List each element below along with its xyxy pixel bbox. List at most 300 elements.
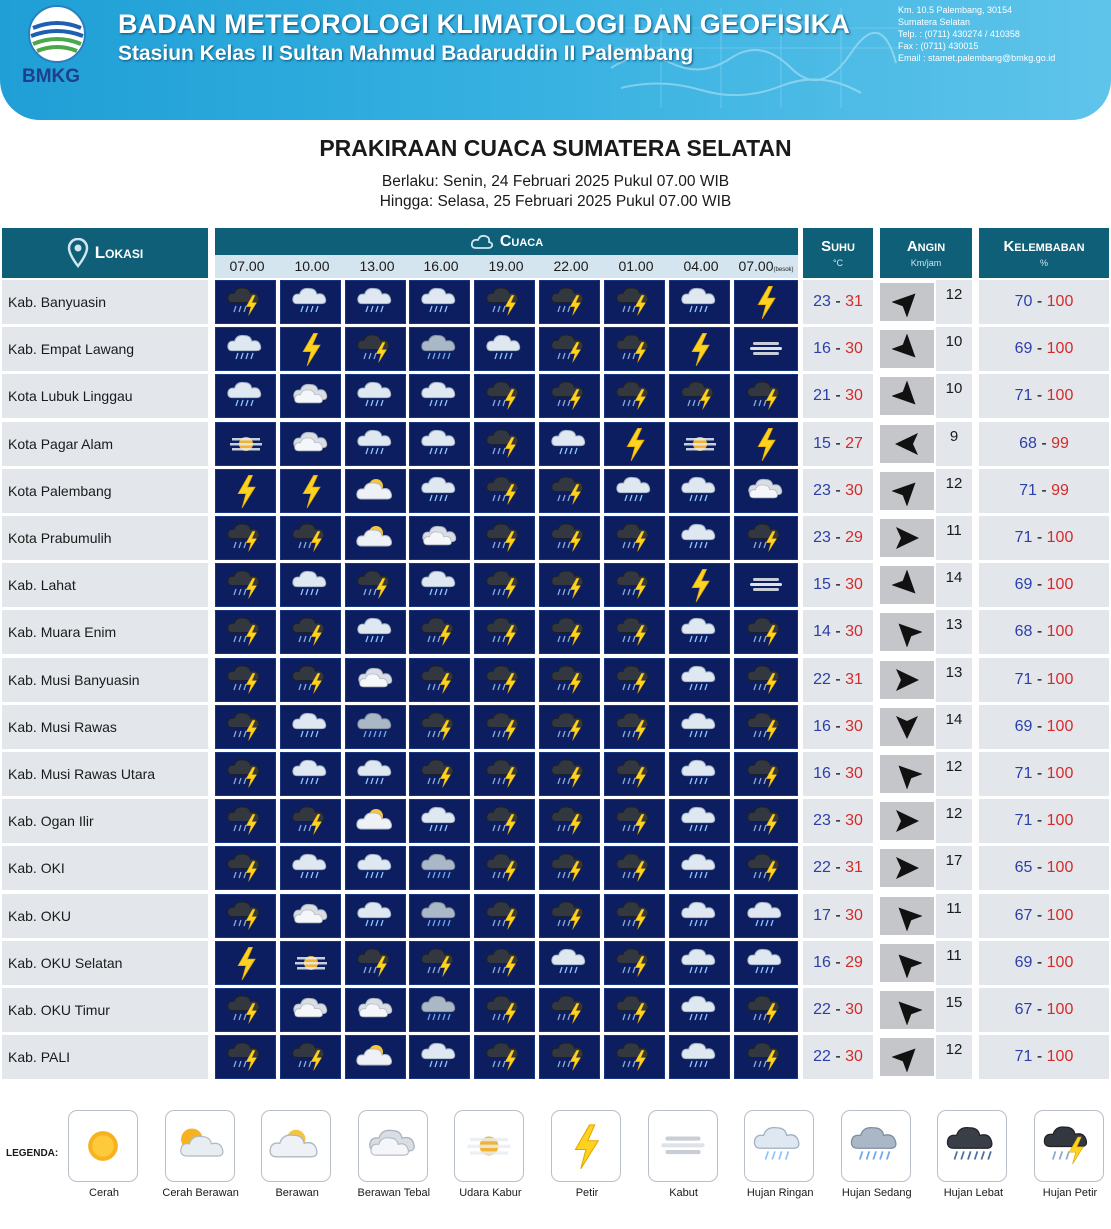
petir-icon <box>226 946 266 980</box>
weather-cell <box>280 280 341 324</box>
berawan-icon <box>356 1040 396 1074</box>
temp-min: 23 <box>813 812 831 830</box>
temperature: 22 - 30 <box>803 988 873 1032</box>
time-label: 22.00 <box>553 258 589 274</box>
kabut-icon <box>746 568 786 602</box>
hujan-sedang-icon <box>849 1119 903 1173</box>
hujan-petir-icon <box>615 804 655 838</box>
legend-icon-box <box>261 1110 331 1182</box>
temperature: 23 - 30 <box>803 799 873 843</box>
wind-direction <box>880 613 934 651</box>
hujan-petir-icon <box>420 757 460 791</box>
hujan-ringan-icon <box>485 332 525 366</box>
weather-cell <box>604 752 665 796</box>
legend-item <box>648 1110 720 1199</box>
hujan-petir-icon <box>550 521 590 555</box>
weather-cell <box>409 752 470 796</box>
wind-direction <box>880 708 934 746</box>
weather-cell <box>539 846 600 890</box>
hujan-petir-icon <box>615 851 655 885</box>
hujan-petir-icon <box>226 710 266 744</box>
temp-min: 23 <box>813 481 831 499</box>
wind-direction <box>880 1038 934 1076</box>
legend-item <box>68 1110 140 1199</box>
hujan-petir-icon <box>746 615 786 649</box>
legend-item <box>261 1110 333 1199</box>
legend-icon-box <box>744 1110 814 1182</box>
hujan-petir-icon <box>291 804 331 838</box>
legend-item-label: Hujan Petir <box>1042 1187 1098 1199</box>
petir-icon <box>615 427 655 461</box>
wind-direction <box>880 425 934 463</box>
hujan-ringan-icon <box>680 1040 720 1074</box>
humidity-max: 100 <box>1046 859 1074 877</box>
wind-direction-icon <box>892 806 922 836</box>
header-angin-unit: Km/jam <box>910 258 942 268</box>
weather-cell <box>604 705 665 749</box>
location-name: Kota Palembang <box>2 469 208 513</box>
berawan-tebal-icon <box>356 993 396 1027</box>
table-row <box>0 1035 1111 1079</box>
weather-cell <box>409 705 470 749</box>
header-suhu-unit: °C <box>832 258 844 268</box>
temperature: 15 - 27 <box>803 422 873 466</box>
hujan-sedang-icon <box>420 851 460 885</box>
weather-cell <box>539 941 600 985</box>
temperature: 16 - 30 <box>803 705 873 749</box>
hujan-petir-icon <box>550 332 590 366</box>
temp-min: 22 <box>813 1048 831 1066</box>
weather-cell <box>669 610 730 654</box>
hujan-petir-icon <box>615 568 655 602</box>
temperature: 23 - 29 <box>803 516 873 560</box>
weather-cell <box>734 752 798 796</box>
weather-cell <box>669 658 730 702</box>
table-row <box>0 327 1111 371</box>
weather-cell <box>215 799 276 843</box>
temp-max: 30 <box>845 1048 863 1066</box>
berawan-tebal-icon <box>746 474 786 508</box>
weather-cell <box>669 374 730 418</box>
hujan-petir-icon <box>485 899 525 933</box>
temp-min: 23 <box>813 529 831 546</box>
humidity-max: 100 <box>1046 387 1074 405</box>
hujan-ringan-icon <box>420 568 460 602</box>
weather-cell <box>604 610 665 654</box>
weather-cell <box>734 1035 798 1079</box>
weather-cell <box>280 374 341 418</box>
hujan-ringan-icon <box>746 899 786 933</box>
hujan-ringan-icon <box>356 427 396 461</box>
humidity: 71 - 100 <box>979 658 1109 702</box>
temp-min: 21 <box>813 387 831 405</box>
legend-item <box>551 1110 623 1199</box>
weather-cell <box>409 846 470 890</box>
humidity-min: 69 <box>1014 953 1033 971</box>
hujan-petir-icon <box>550 568 590 602</box>
weather-cell <box>215 327 276 371</box>
hujan-petir-icon <box>420 663 460 697</box>
weather-cell <box>539 422 600 466</box>
weather-cell <box>345 799 406 843</box>
hujan-petir-icon <box>485 851 525 885</box>
table-row <box>0 374 1111 418</box>
weather-cell <box>215 563 276 607</box>
temp-max: 30 <box>845 623 863 641</box>
hujan-petir-icon <box>485 568 525 602</box>
weather-cell <box>734 610 798 654</box>
weather-cell <box>345 469 406 513</box>
hujan-petir-icon <box>615 615 655 649</box>
legend-icon-box <box>68 1110 138 1182</box>
time-label: 01.00 <box>618 258 654 274</box>
weather-cell <box>734 422 798 466</box>
hujan-ringan-icon <box>615 474 655 508</box>
hujan-petir-icon <box>615 521 655 555</box>
weather-cell <box>409 941 470 985</box>
hujan-petir-icon <box>485 1040 525 1074</box>
temperature: 15 - 30 <box>803 563 873 607</box>
weather-cell <box>539 988 600 1032</box>
weather-cell <box>409 374 470 418</box>
hujan-petir-icon <box>485 615 525 649</box>
temp-min: 22 <box>813 859 831 877</box>
weather-cell <box>669 846 730 890</box>
humidity-min: 69 <box>1014 717 1033 735</box>
hujan-ringan-icon <box>291 851 331 885</box>
weather-cell <box>215 752 276 796</box>
temperature: 16 - 29 <box>803 941 873 985</box>
berawan-tebal-icon <box>291 899 331 933</box>
header-lokasi-label: Lokasi <box>94 243 144 262</box>
hujan-petir-icon <box>485 521 525 555</box>
wind-direction-icon <box>892 334 922 364</box>
berawan-icon <box>356 804 396 838</box>
table-row <box>0 469 1111 513</box>
udara-kabur-icon <box>462 1119 516 1173</box>
legend-item <box>841 1110 913 1199</box>
hujan-ringan-icon <box>680 804 720 838</box>
hujan-petir-icon <box>615 379 655 413</box>
address-line: Telp. : (0711) 430274 / 410358 <box>898 29 1020 39</box>
weather-cell <box>345 563 406 607</box>
table-row <box>0 988 1111 1032</box>
weather-cell <box>604 846 665 890</box>
weather-cell <box>409 327 470 371</box>
hujan-ringan-icon <box>680 663 720 697</box>
hujan-petir-icon <box>550 663 590 697</box>
wind-speed: 12 <box>936 280 972 324</box>
table-row <box>0 516 1111 560</box>
weather-cell <box>409 988 470 1032</box>
temp-min: 14 <box>813 623 831 641</box>
weather-cell <box>409 799 470 843</box>
weather-cell <box>474 894 535 938</box>
address-line: Km. 10.5 Palembang, 30154 <box>898 5 1013 15</box>
hujan-petir-icon <box>746 851 786 885</box>
hujan-petir-icon <box>615 946 655 980</box>
hujan-petir-icon <box>615 285 655 319</box>
weather-cell <box>669 563 730 607</box>
temp-max: 30 <box>845 576 863 594</box>
weather-cell <box>215 610 276 654</box>
petir-icon <box>746 427 786 461</box>
humidity-max: 100 <box>1046 576 1074 594</box>
hujan-petir-icon <box>615 899 655 933</box>
hujan-ringan-icon <box>680 993 720 1027</box>
weather-cell <box>280 846 341 890</box>
weather-cell <box>604 941 665 985</box>
wind-direction <box>880 897 934 935</box>
header-banner <box>0 0 1111 120</box>
humidity-max: 100 <box>1046 906 1074 924</box>
wind-direction-icon <box>892 853 922 883</box>
hujan-sedang-icon <box>420 993 460 1027</box>
weather-cell <box>474 469 535 513</box>
hujan-petir-icon <box>226 757 266 791</box>
weather-cell <box>539 894 600 938</box>
wind-direction <box>880 755 934 793</box>
hujan-petir-icon <box>550 474 590 508</box>
legend-icon-box <box>165 1110 235 1182</box>
weather-cell <box>669 799 730 843</box>
weather-cell <box>539 469 600 513</box>
time-label: 16.00 <box>423 258 459 274</box>
weather-cell <box>734 469 798 513</box>
hujan-petir-icon <box>550 285 590 319</box>
weather-cell <box>215 469 276 513</box>
weather-cell <box>409 610 470 654</box>
time-label: 07.00 <box>229 258 265 274</box>
weather-cell <box>474 658 535 702</box>
weather-cell <box>215 846 276 890</box>
hujan-petir-icon <box>226 851 266 885</box>
temp-max: 30 <box>845 765 863 782</box>
wind-direction <box>880 519 934 557</box>
temp-max: 30 <box>845 340 863 358</box>
table-row <box>0 610 1111 654</box>
weather-cell <box>669 469 730 513</box>
wind-direction-icon <box>892 523 922 553</box>
header-kelembaban-label: Kelembaban <box>1003 238 1085 255</box>
weather-cell <box>215 1035 276 1079</box>
weather-cell <box>734 799 798 843</box>
weather-cell <box>669 1035 730 1079</box>
wind-direction-icon <box>892 429 922 459</box>
kabut-icon <box>746 332 786 366</box>
hujan-ringan-icon <box>291 568 331 602</box>
hujan-ringan-icon <box>420 804 460 838</box>
hujan-petir-icon <box>746 521 786 555</box>
hujan-petir-icon <box>226 993 266 1027</box>
station-name: Stasiun Kelas II Sultan Mahmud Badaruddin II Palembang <box>118 42 694 65</box>
weather-cell <box>474 563 535 607</box>
hujan-ringan-icon <box>752 1119 806 1173</box>
berawan-icon <box>356 474 396 508</box>
table-row <box>0 846 1111 890</box>
humidity-min: 70 <box>1014 293 1033 310</box>
weather-cell <box>474 799 535 843</box>
berawan-icon <box>356 521 396 555</box>
hujan-petir-icon <box>485 379 525 413</box>
weather-cell <box>734 988 798 1032</box>
weather-cell <box>215 516 276 560</box>
temperature: 21 - 30 <box>803 374 873 418</box>
humidity-max: 99 <box>1051 481 1069 499</box>
hujan-petir-icon <box>550 615 590 649</box>
hujan-petir-icon <box>485 757 525 791</box>
legend-item <box>744 1110 816 1199</box>
hujan-sedang-icon <box>420 332 460 366</box>
petir-icon <box>559 1119 613 1173</box>
weather-cell <box>345 894 406 938</box>
weather-cell <box>215 374 276 418</box>
weather-cell <box>409 469 470 513</box>
wind-direction-icon <box>892 901 922 931</box>
humidity-max: 99 <box>1051 434 1069 452</box>
berawan-tebal-icon <box>366 1119 420 1173</box>
wind-direction-icon <box>892 287 922 317</box>
wind-speed: 12 <box>936 1035 972 1079</box>
location-name: Kab. Empat Lawang <box>2 327 208 371</box>
hujan-ringan-icon <box>356 285 396 319</box>
hujan-petir-icon <box>615 710 655 744</box>
humidity: 71 - 100 <box>979 752 1109 796</box>
humidity-max: 100 <box>1046 717 1074 735</box>
time-label: 13.00 <box>359 258 395 274</box>
legend-item-label: Petir <box>575 1187 599 1199</box>
weather-cell <box>345 327 406 371</box>
humidity-min: 68 <box>1014 623 1033 641</box>
humidity: 71 - 100 <box>979 374 1109 418</box>
weather-cell <box>474 846 535 890</box>
wind-direction-icon <box>892 570 922 600</box>
hujan-ringan-icon <box>680 474 720 508</box>
weather-cell <box>409 516 470 560</box>
wind-speed: 11 <box>936 894 972 938</box>
weather-cell <box>734 280 798 324</box>
wind-speed: 10 <box>936 374 972 418</box>
hujan-petir-icon <box>746 379 786 413</box>
org-name: BADAN METEOROLOGI KLIMATOLOGI DAN GEOFISIKA <box>118 9 851 39</box>
temp-max: 30 <box>845 812 863 830</box>
weather-cell <box>345 705 406 749</box>
weather-cell <box>215 988 276 1032</box>
hujan-petir-icon <box>226 663 266 697</box>
petir-icon <box>680 568 720 602</box>
temperature: 17 - 30 <box>803 894 873 938</box>
wind-direction <box>880 472 934 510</box>
time-label <box>729 258 803 274</box>
weather-cell <box>345 658 406 702</box>
temp-max: 31 <box>845 859 863 877</box>
location-name: Kab. PALI <box>2 1035 208 1079</box>
hujan-petir-icon <box>356 332 396 366</box>
hujan-petir-icon <box>550 804 590 838</box>
humidity-max: 100 <box>1046 1048 1074 1066</box>
wind-direction-icon <box>892 948 922 978</box>
humidity: 69 - 100 <box>979 327 1109 371</box>
weather-cell <box>539 752 600 796</box>
weather-cell <box>345 988 406 1032</box>
humidity: 68 - 99 <box>979 422 1109 466</box>
weather-cell <box>734 894 798 938</box>
humidity-min: 71 <box>1019 481 1037 499</box>
hujan-petir-icon <box>485 804 525 838</box>
location-name: Kab. Musi Rawas <box>2 705 208 749</box>
weather-cell <box>604 422 665 466</box>
weather-cell <box>474 327 535 371</box>
temp-min: 16 <box>813 953 831 971</box>
legend-item-label: Cerah <box>89 1187 119 1199</box>
humidity-min: 67 <box>1014 1001 1033 1018</box>
temperature: 16 - 30 <box>803 752 873 796</box>
weather-cell <box>474 705 535 749</box>
temperature: 23 - 30 <box>803 469 873 513</box>
time-label: 19.00 <box>488 258 524 274</box>
temp-max: 30 <box>845 906 863 924</box>
weather-cell <box>409 658 470 702</box>
hujan-ringan-icon <box>680 710 720 744</box>
hujan-ringan-icon <box>420 1040 460 1074</box>
table-row <box>0 658 1111 702</box>
legend-item-label: Berawan Tebal <box>357 1187 431 1199</box>
temperature: 14 - 30 <box>803 610 873 654</box>
humidity-max: 100 <box>1046 812 1074 830</box>
humidity-min: 69 <box>1014 340 1033 358</box>
weather-cell <box>345 422 406 466</box>
hujan-ringan-icon <box>420 427 460 461</box>
hujan-petir-icon <box>550 710 590 744</box>
temp-max: 31 <box>845 670 863 688</box>
wind-speed: 14 <box>936 563 972 607</box>
temperature: 22 - 30 <box>803 1035 873 1079</box>
hujan-sedang-icon <box>356 710 396 744</box>
header-kelembaban-unit: % <box>1039 258 1048 268</box>
weather-cell <box>280 941 341 985</box>
header-suhu-label: Suhu <box>821 238 855 255</box>
weather-cell <box>409 894 470 938</box>
humidity-min: 67 <box>1014 906 1033 924</box>
hujan-petir-icon <box>746 663 786 697</box>
berawan-tebal-icon <box>291 993 331 1027</box>
weather-cell <box>474 752 535 796</box>
weather-cell <box>345 374 406 418</box>
time-label: 04.00 <box>683 258 719 274</box>
hujan-ringan-icon <box>291 757 331 791</box>
weather-cell <box>280 1035 341 1079</box>
temp-min: 16 <box>813 340 831 358</box>
berawan-tebal-icon <box>420 521 460 555</box>
berawan-tebal-icon <box>356 663 396 697</box>
weather-cell <box>280 988 341 1032</box>
temp-min: 15 <box>813 576 831 594</box>
humidity-max: 100 <box>1046 340 1074 358</box>
weather-cell <box>280 422 341 466</box>
temperature: 23 - 31 <box>803 280 873 324</box>
weather-cell <box>215 705 276 749</box>
weather-cell <box>604 1035 665 1079</box>
location-name: Kab. Muara Enim <box>2 610 208 654</box>
hujan-petir-icon <box>485 427 525 461</box>
weather-cell <box>669 988 730 1032</box>
table-row <box>0 894 1111 938</box>
humidity: 68 - 100 <box>979 610 1109 654</box>
hujan-ringan-icon <box>746 946 786 980</box>
weather-cell <box>669 280 730 324</box>
humidity-min: 69 <box>1014 576 1033 594</box>
location-name: Kota Prabumulih <box>2 516 208 560</box>
